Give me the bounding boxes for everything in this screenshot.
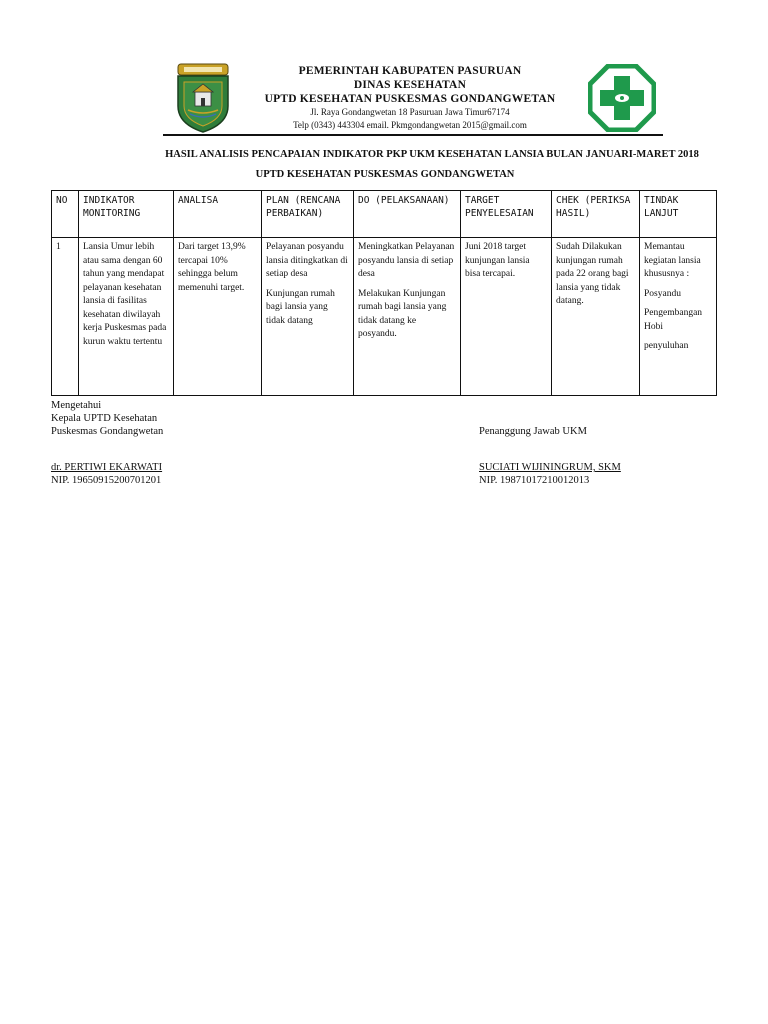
- cell-tindak: [640, 238, 717, 396]
- letterhead-address: Jl. Raya Gondangwetan 18 Pasuruan Jawa Timur67174: [310, 107, 510, 117]
- green-cross-health-icon: [588, 64, 656, 132]
- signature-left-position: Kepala UPTD Kesehatan: [51, 413, 158, 424]
- tindak-item: Posyandu: [644, 288, 681, 299]
- plan-item: Kunjungan rumah bagi lansia yang tidak datang: [266, 288, 335, 326]
- col-header-target: TARGET PENYELESAIAN: [461, 191, 552, 238]
- plan-item: Pelayanan posyandu lansia ditingkatkan di setiap desa: [266, 242, 348, 279]
- letterhead-department: DINAS KESEHATAN: [353, 79, 467, 91]
- signature-left-office: Puskesmas Gondangwetan: [51, 426, 164, 437]
- regency-coat-of-arms-icon: [172, 62, 234, 134]
- signature-left-name: dr. PERTIWI EKARWATI: [51, 462, 163, 473]
- document-subtitle: UPTD KESEHATAN PUSKESMAS GONDANGWETAN: [255, 169, 515, 180]
- cell-indikator: Lansia Umur lebih atau sama dengan 60 tahun yang mendapat pelayanan kesehatan lansia di fasilitas kesehatan diwilayah kerja Puskesmas pada kurun waktu tertentu: [79, 238, 174, 396]
- signature-left-acknowledged: Mengetahui: [51, 400, 102, 411]
- signature-right-identity: [479, 461, 621, 487]
- col-header-no: NO: [52, 191, 79, 238]
- signature-right-name: SUCIATI WIJININGRUM, SKM: [479, 462, 621, 473]
- signature-left-nip: NIP. 19650915200701201: [51, 475, 162, 486]
- tindak-item: penyuluhan: [644, 341, 689, 351]
- letterhead-divider: [163, 134, 663, 136]
- cell-do: [354, 238, 461, 396]
- do-item: Melakukan Kunjungan rumah bagi lansia yang tidak datang ke posyandu.: [358, 288, 447, 339]
- signature-left-identity: [51, 461, 162, 487]
- table-row: [52, 238, 717, 396]
- signature-right-title: Penanggung Jawab UKM: [479, 426, 587, 437]
- cell-target: Juni 2018 target kunjungan lansia bisa tercapai.: [461, 238, 552, 396]
- letterhead-contact: Telp (0343) 443304 email. Pkmgondangwetan 2015@gmail.com: [293, 120, 527, 130]
- col-header-tindak: TINDAK LANJUT: [640, 191, 717, 238]
- col-header-plan: PLAN (RENCANA PERBAIKAN): [262, 191, 354, 238]
- do-item: Meningkatkan Pelayanan posyandu lansia di setiap desa: [358, 242, 455, 279]
- col-header-do: DO (PELAKSANAAN): [354, 191, 461, 238]
- col-header-analisa: ANALISA: [174, 191, 262, 238]
- signature-right-nip: NIP. 19871017210012013: [479, 475, 590, 486]
- cell-analisa: Dari target 13,9% tercapai 10% sehingga belum memenuhi target.: [174, 238, 262, 396]
- col-header-indikator: INDIKATOR MONITORING: [79, 191, 174, 238]
- cell-chek: Sudah Dilakukan kunjungan rumah pada 22 orang bagi lansia yang tidak datang.: [552, 238, 640, 396]
- tindak-item: Pengembangan Hobi: [644, 308, 703, 332]
- document-title: HASIL ANALISIS PENCAPAIAN INDIKATOR PKP UKM KESEHATAN LANSIA BULAN JANUARI-MARET 2018: [165, 149, 699, 160]
- table-header-row: [52, 191, 717, 238]
- analysis-table: [51, 190, 717, 396]
- cell-plan: [262, 238, 354, 396]
- tindak-item: Memantau kegiatan lansia khususnya :: [644, 242, 701, 279]
- letterhead-unit: UPTD KESEHATAN PUSKESMAS GONDANGWETAN: [264, 93, 556, 105]
- letterhead: [240, 64, 580, 132]
- letterhead-government: PEMERINTAH KABUPATEN PASURUAN: [298, 65, 522, 77]
- cell-no: 1: [52, 238, 79, 396]
- signature-left-block: [51, 399, 163, 438]
- col-header-chek: CHEK (PERIKSA HASIL): [552, 191, 640, 238]
